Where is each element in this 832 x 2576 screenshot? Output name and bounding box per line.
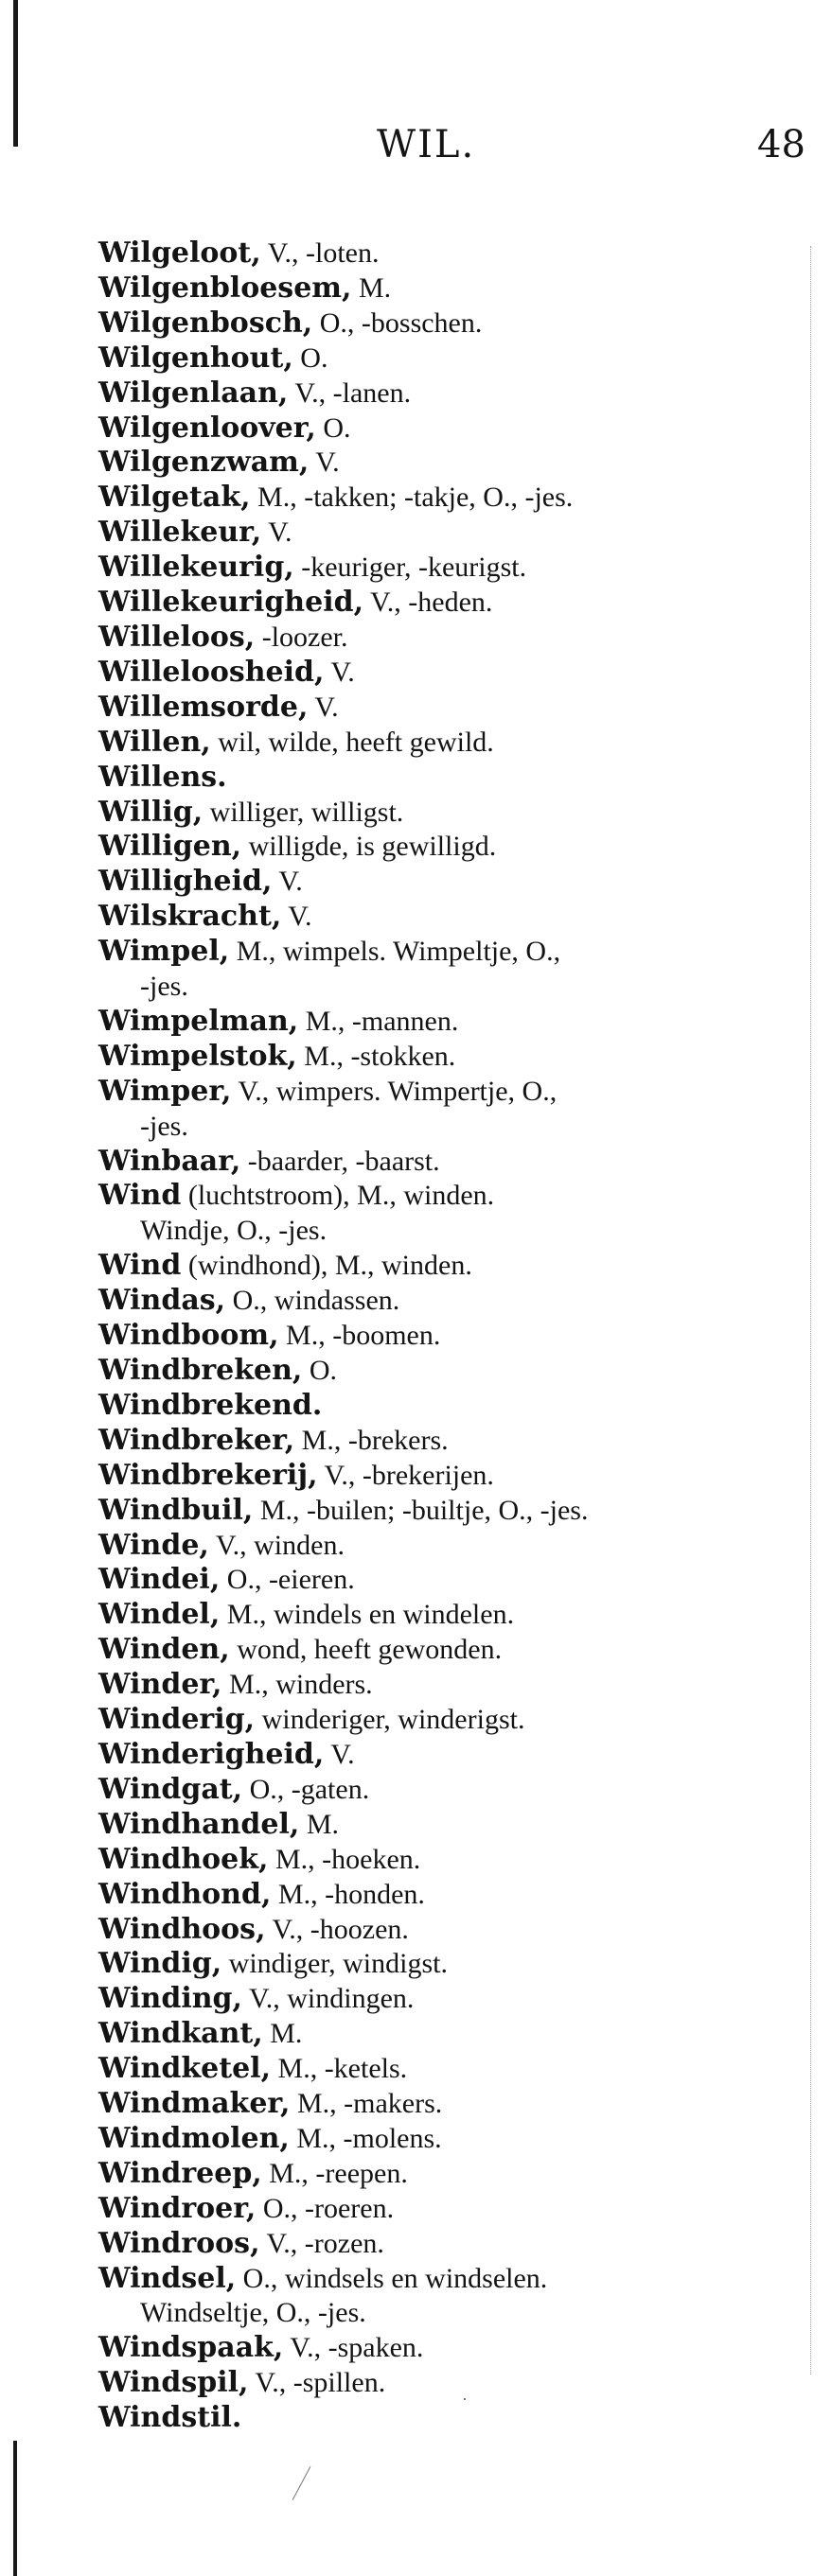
- entry-definition: V., -heden.: [363, 587, 493, 619]
- entry-definition: V., -brekerijen.: [317, 1459, 494, 1491]
- dictionary-entry: [98, 1075, 799, 1110]
- dictionary-entry: [98, 307, 799, 342]
- dictionary-entry: [98, 516, 799, 551]
- entry-definition: V., windingen.: [241, 1983, 415, 2015]
- dictionary-entry: [98, 1598, 799, 1633]
- dictionary-entry: [98, 1179, 799, 1214]
- entry-definition: (windhond), M., winden.: [181, 1250, 472, 1282]
- dictionary-entry: [98, 2122, 799, 2157]
- entry-headword: Wind: [98, 1179, 182, 1213]
- dictionary-entry: [98, 1249, 799, 1284]
- dictionary-entry: [98, 1668, 799, 1703]
- entry-definition: williger, willigst.: [203, 796, 404, 828]
- dictionary-entry: [98, 1529, 799, 1564]
- entry-headword: Windreep,: [98, 2156, 262, 2190]
- running-head: WIL.: [377, 123, 476, 166]
- dictionary-entry: [98, 2401, 799, 2436]
- entry-definition: O., -eieren.: [220, 1564, 355, 1596]
- entry-definition: -keuriger, -keurigst.: [293, 552, 527, 584]
- entry-definition: O.: [292, 342, 328, 374]
- entry-headword: Wimper,: [98, 1074, 232, 1108]
- dictionary-entry: [98, 1947, 799, 1982]
- dictionary-entry: [98, 691, 799, 726]
- dictionary-entry: [98, 272, 799, 307]
- entry-definition: M., -honden.: [271, 1878, 425, 1910]
- dictionary-entry: [98, 1145, 799, 1180]
- entry-definition: V., -loten.: [260, 237, 380, 269]
- dictionary-entry: [98, 830, 799, 865]
- entry-definition: V.: [309, 447, 340, 479]
- entry-headword: Windhoos,: [98, 1912, 266, 1946]
- entry-headword: Willekeurig,: [98, 551, 294, 585]
- dictionary-entry: [98, 935, 799, 970]
- entry-definition: V., winden.: [208, 1529, 345, 1561]
- dictionary-entry: [98, 621, 799, 656]
- entry-continuation-line: [98, 970, 799, 1005]
- entry-headword: Winden,: [98, 1633, 230, 1667]
- dictionary-entry: [98, 481, 799, 516]
- dictionary-entry: [98, 1878, 799, 1913]
- entry-headword: Windhandel,: [98, 1807, 300, 1841]
- entry-headword: Windspil,: [98, 2366, 249, 2400]
- entry-headword: Winbaar,: [98, 1144, 241, 1178]
- entry-definition: V., -spaken.: [283, 2332, 424, 2364]
- entry-definition: wond, heeft gewonden.: [229, 1634, 503, 1666]
- entry-definition: V., -lanen.: [288, 377, 412, 409]
- entry-headword: Wilgenloover,: [98, 411, 316, 445]
- dictionary-entry: [98, 237, 799, 272]
- entry-headword: Wind: [98, 1249, 182, 1283]
- entry-headword: Windei,: [98, 1563, 221, 1597]
- dictionary-entry: [98, 1040, 799, 1075]
- entry-headword: Windgat,: [98, 1772, 243, 1806]
- entry-headword: Willekeurigheid,: [98, 586, 364, 620]
- entry-headword: Windbreken,: [98, 1354, 303, 1387]
- entry-headword: Windspaak,: [98, 2331, 284, 2365]
- entry-definition: V.: [308, 691, 339, 723]
- dictionary-entry: [98, 796, 799, 831]
- entry-definition: -baarder, -baarst.: [240, 1145, 440, 1177]
- entry-definition: V.: [324, 1738, 355, 1770]
- entry-definition: M., -hoeken.: [268, 1843, 421, 1875]
- page-header: [0, 123, 832, 180]
- dictionary-entry: [98, 900, 799, 935]
- dictionary-entry: [98, 1494, 799, 1529]
- dictionary-entry: [98, 1982, 799, 2017]
- dictionary-entry: [98, 446, 799, 481]
- entry-headword: Windbrekend.: [98, 1388, 323, 1422]
- entry-definition: M., windels en windelen.: [220, 1599, 515, 1631]
- dictionary-entry: [98, 2366, 799, 2401]
- dictionary-entry: [98, 1459, 799, 1494]
- entry-definition: V., wimpers. Wimpertje, O.,: [231, 1075, 558, 1107]
- dictionary-entry: [98, 761, 799, 796]
- dictionary-entry: [98, 1738, 799, 1773]
- entry-headword: Windig,: [98, 1947, 222, 1981]
- dictionary-entry: [98, 2052, 799, 2087]
- entry-headword: Windroos,: [98, 2226, 260, 2260]
- dictionary-entry: [98, 342, 799, 377]
- entry-definition: V., -hoozen.: [265, 1913, 409, 1945]
- entry-headword: Windhond,: [98, 1877, 272, 1911]
- dictionary-entry: [98, 1633, 799, 1668]
- entry-continuation-line: [98, 2296, 799, 2331]
- entry-definition: O.: [302, 1355, 338, 1386]
- dictionary-entry: [98, 2157, 799, 2192]
- dictionary-entry: [98, 726, 799, 761]
- entry-headword: Willemsorde,: [98, 690, 309, 724]
- entry-headword: Windkant,: [98, 2017, 263, 2051]
- entry-headword: Wilskracht,: [98, 900, 282, 934]
- entry-definition: Windje, O., -jes.: [140, 1215, 327, 1247]
- dictionary-entry: [98, 1389, 799, 1424]
- entry-headword: Wimpelman,: [98, 1004, 299, 1038]
- entry-definition: M., -stokken.: [296, 1040, 456, 1072]
- dictionary-entry: [98, 1284, 799, 1319]
- entry-headword: Winde,: [98, 1528, 209, 1562]
- entry-headword: Willens.: [98, 760, 227, 794]
- dictionary-entry: [98, 1808, 799, 1843]
- dictionary-entry-list: [98, 237, 799, 2436]
- dictionary-entry: [98, 2331, 799, 2366]
- entry-headword: Winder,: [98, 1668, 222, 1702]
- dictionary-entry: [98, 1773, 799, 1808]
- dictionary-entry: [98, 586, 799, 621]
- page-number: 48: [757, 123, 805, 166]
- entry-headword: Willekeur,: [98, 516, 262, 550]
- dictionary-entry: [98, 1424, 799, 1459]
- dictionary-entry: [98, 2087, 799, 2122]
- entry-headword: Willigheid,: [98, 865, 273, 899]
- dictionary-entry: [98, 377, 799, 412]
- entry-definition: M., wimpels. Wimpeltje, O.,: [229, 936, 561, 968]
- entry-definition: V., -rozen.: [259, 2227, 384, 2259]
- entry-headword: Windsel,: [98, 2261, 237, 2295]
- entry-headword: Windboom,: [98, 1319, 279, 1353]
- entry-definition: O., windassen.: [225, 1285, 400, 1317]
- entry-definition: M., -brekers.: [294, 1424, 449, 1456]
- dictionary-entry: [98, 865, 799, 900]
- dictionary-entry: [98, 551, 799, 586]
- entry-headword: Windbreker,: [98, 1423, 295, 1457]
- entry-definition: V., -spillen.: [248, 2367, 386, 2399]
- entry-headword: Winderig,: [98, 1703, 256, 1737]
- entry-headword: Windhoek,: [98, 1842, 269, 1876]
- entry-definition: willigde, is gewilligd.: [241, 831, 497, 863]
- entry-headword: Windas,: [98, 1284, 226, 1318]
- entry-headword: Willigen,: [98, 830, 242, 864]
- entry-definition: Windseltje, O., -jes.: [140, 2297, 366, 2329]
- entry-headword: Windel,: [98, 1598, 221, 1632]
- entry-headword: Wimpelstok,: [98, 1039, 297, 1073]
- dictionary-entry: [98, 2192, 799, 2227]
- right-margin-rule: [810, 246, 812, 2374]
- entry-headword: Windmolen,: [98, 2121, 290, 2155]
- entry-definition: V.: [281, 901, 312, 933]
- entry-definition: O., -roeren.: [256, 2192, 395, 2224]
- entry-definition: windiger, windigst.: [221, 1948, 448, 1980]
- entry-definition: V.: [272, 866, 303, 898]
- entry-definition: V.: [261, 517, 292, 549]
- entry-definition: M., -takken; -takje, O., -jes.: [250, 482, 574, 514]
- entry-headword: Wilgenhout,: [98, 341, 293, 375]
- entry-headword: Willig,: [98, 795, 204, 829]
- entry-definition: M., -boomen.: [278, 1320, 441, 1352]
- entry-headword: Winderigheid,: [98, 1737, 325, 1771]
- entry-definition: M.: [351, 272, 392, 304]
- entry-definition: M., -makers.: [290, 2088, 443, 2120]
- dictionary-entry: [98, 2227, 799, 2262]
- entry-headword: Windketel,: [98, 2052, 272, 2086]
- entry-headword: Willeloos,: [98, 620, 256, 654]
- entry-headword: Windbuil,: [98, 1493, 254, 1527]
- entry-definition: M.: [299, 1808, 340, 1840]
- entry-continuation-line: [98, 1110, 799, 1145]
- entry-headword: Winding,: [98, 1982, 242, 2016]
- dictionary-entry: [98, 1563, 799, 1598]
- entry-definition: -loozer.: [255, 621, 348, 653]
- entry-headword: Willeloosheid,: [98, 655, 325, 689]
- entry-definition: (luchtstroom), M., winden.: [181, 1180, 495, 1212]
- left-margin-rule-bottom: [13, 2441, 17, 2576]
- dictionary-entry: [98, 1703, 799, 1738]
- entry-headword: Wilgenlaan,: [98, 376, 289, 410]
- entry-definition: O., -gaten.: [242, 1773, 370, 1805]
- dictionary-entry: [98, 412, 799, 447]
- entry-definition: M., -builen; -builtje, O., -jes.: [253, 1494, 589, 1526]
- entry-definition: M., -reepen.: [261, 2157, 408, 2189]
- dictionary-entry: [98, 656, 799, 691]
- entry-headword: Windbrekerij,: [98, 1458, 318, 1492]
- dictionary-entry: [98, 1913, 799, 1948]
- dictionary-entry: [98, 1319, 799, 1354]
- entry-headword: Wilgenbloesem,: [98, 271, 352, 305]
- dictionary-entry: [98, 1843, 799, 1878]
- entry-definition: M.: [262, 2018, 303, 2050]
- entry-headword: Wilgetak,: [98, 481, 251, 515]
- entry-headword: Windroer,: [98, 2191, 257, 2225]
- entry-definition: O., -bosschen.: [312, 307, 483, 339]
- entry-definition: -jes.: [140, 1110, 188, 1142]
- entry-definition: M., -mannen.: [298, 1005, 459, 1037]
- dictionary-entry: [98, 2017, 799, 2052]
- stray-pen-mark: [292, 2466, 311, 2500]
- entry-definition: winderiger, winderigst.: [255, 1704, 525, 1736]
- entry-definition: O., windsels en windselen.: [236, 2262, 548, 2294]
- entry-definition: M., -molens.: [289, 2122, 442, 2154]
- dictionary-entry: [98, 2262, 799, 2297]
- entry-headword: Wilgeloot,: [98, 237, 261, 270]
- entry-definition: M., winders.: [221, 1669, 373, 1701]
- entry-headword: Wimpel,: [98, 935, 230, 969]
- entry-headword: Windmaker,: [98, 2087, 291, 2121]
- entry-headword: Wilgenzwam,: [98, 446, 310, 480]
- entry-headword: Wilgenbosch,: [98, 306, 313, 340]
- entry-definition: wil, wilde, heeft gewild.: [210, 726, 494, 758]
- entry-definition: -jes.: [140, 971, 188, 1003]
- dictionary-entry: [98, 1354, 799, 1389]
- entry-definition: O.: [315, 412, 351, 444]
- stray-dot: [464, 2398, 466, 2400]
- entry-headword: Windstil.: [98, 2401, 242, 2435]
- dictionary-entry: [98, 1005, 799, 1040]
- entry-definition: M., -ketels.: [271, 2053, 408, 2085]
- entry-definition: V.: [324, 656, 355, 688]
- entry-continuation-line: [98, 1214, 799, 1249]
- entry-headword: Willen,: [98, 725, 211, 759]
